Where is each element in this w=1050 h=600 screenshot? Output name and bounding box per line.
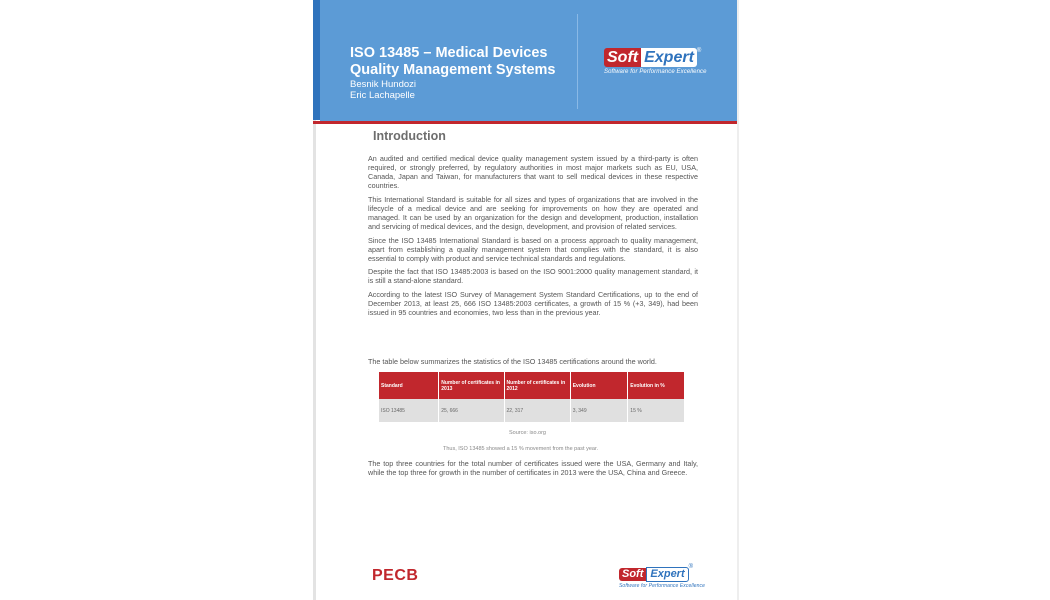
page-right-edge (737, 0, 739, 600)
logo-tagline: Software for Performance Excellence (604, 69, 707, 75)
closing-paragraph: The top three countries for the total number of certificates issued were the USA, Germany and Italy, while the top three for growth in the number of certificates in 2013 were the USA, China and Greece. (368, 459, 698, 478)
table-header-cell: Evolution (570, 372, 628, 399)
paragraph: This International Standard is suitable for all sizes and types of organizations that are involved in the lifecycle of a medical device and are seeking for improvements on how they are operated and managed. It can be used by an organization for the design and development, production, installation and servicing of medical devices, and the design, development, and provision of related services. (368, 194, 698, 232)
section-heading: Introduction (373, 129, 446, 143)
table-cell: 3, 349 (570, 399, 628, 422)
table-source: Source: iso.org (509, 430, 546, 436)
logo-expert-text: Expert (646, 567, 688, 582)
table-cell: ISO 13485 (379, 399, 439, 422)
table-header-cell: Number of certificates in 2013 (439, 372, 504, 399)
author-2: Eric Lachapelle (350, 90, 415, 101)
table-header-row (379, 372, 685, 399)
certification-stats-table (379, 372, 685, 422)
table-cell: 15 % (628, 399, 685, 422)
table-lead-text: The table below summarizes the statistics of the ISO 13485 certifications around the world. (368, 357, 657, 366)
logo-tagline: Software for Performance Excellence (619, 583, 706, 589)
body-text (368, 154, 698, 321)
header-accent-stripe (313, 0, 320, 120)
header-divider (577, 14, 578, 109)
header-red-rule (313, 121, 737, 124)
authors (350, 79, 416, 101)
logo-registered-mark: ® (696, 48, 702, 54)
title-line-2: Quality Management Systems (350, 62, 556, 78)
paragraph: Despite the fact that ISO 13485:2003 is based on the ISO 9001:2000 quality management standard, it is still a stand-alone standard. (368, 267, 698, 286)
table-header-cell: Standard (379, 372, 439, 399)
logo-expert-text: Expert (641, 48, 697, 67)
paragraph: Since the ISO 13485 International Standard is based on a process approach to quality management, apart from establishing a quality management system that complies with the standard, it is also essential to comply with product and service technical standards and regulations. (368, 235, 698, 263)
table-cell: 22, 317 (504, 399, 570, 422)
table-caption: Thus, ISO 13485 showed a 15 % movement from the past year. (443, 446, 598, 452)
table-row (379, 399, 685, 422)
softexpert-logo-footer (619, 564, 705, 589)
logo-soft-text: Soft (619, 568, 646, 581)
paragraph: According to the latest ISO Survey of Management System Standard Certifications, up to the end of December 2013, at least 25, 666 ISO 13485:2003 certificates, a growth of 15 % (+3, 349), had been issued in 95 countries and economies, two less than in the previous year. (368, 289, 698, 317)
paragraph: An audited and certified medical device quality management system issued by a third-party is often required, or strongly preferred, by regulatory authorities in most major markets such as EU, USA, Canada, Japan and Taiwan, for manufacturers that want to sell medical devices in these respective countries. (368, 154, 698, 191)
logo-registered-mark: ® (688, 564, 694, 570)
table-cell: 25, 666 (439, 399, 504, 422)
pecb-logo: PECB (372, 567, 419, 584)
table-header-cell: Number of certificates in 2012 (504, 372, 570, 399)
table-header-cell: Evolution in % (628, 372, 685, 399)
document-title (350, 45, 556, 79)
softexpert-logo-header (604, 48, 714, 80)
author-1: Besnik Hundozi (350, 79, 417, 90)
logo-soft-text: Soft (604, 48, 641, 67)
title-line-1: ISO 13485 – Medical Devices (350, 45, 548, 61)
